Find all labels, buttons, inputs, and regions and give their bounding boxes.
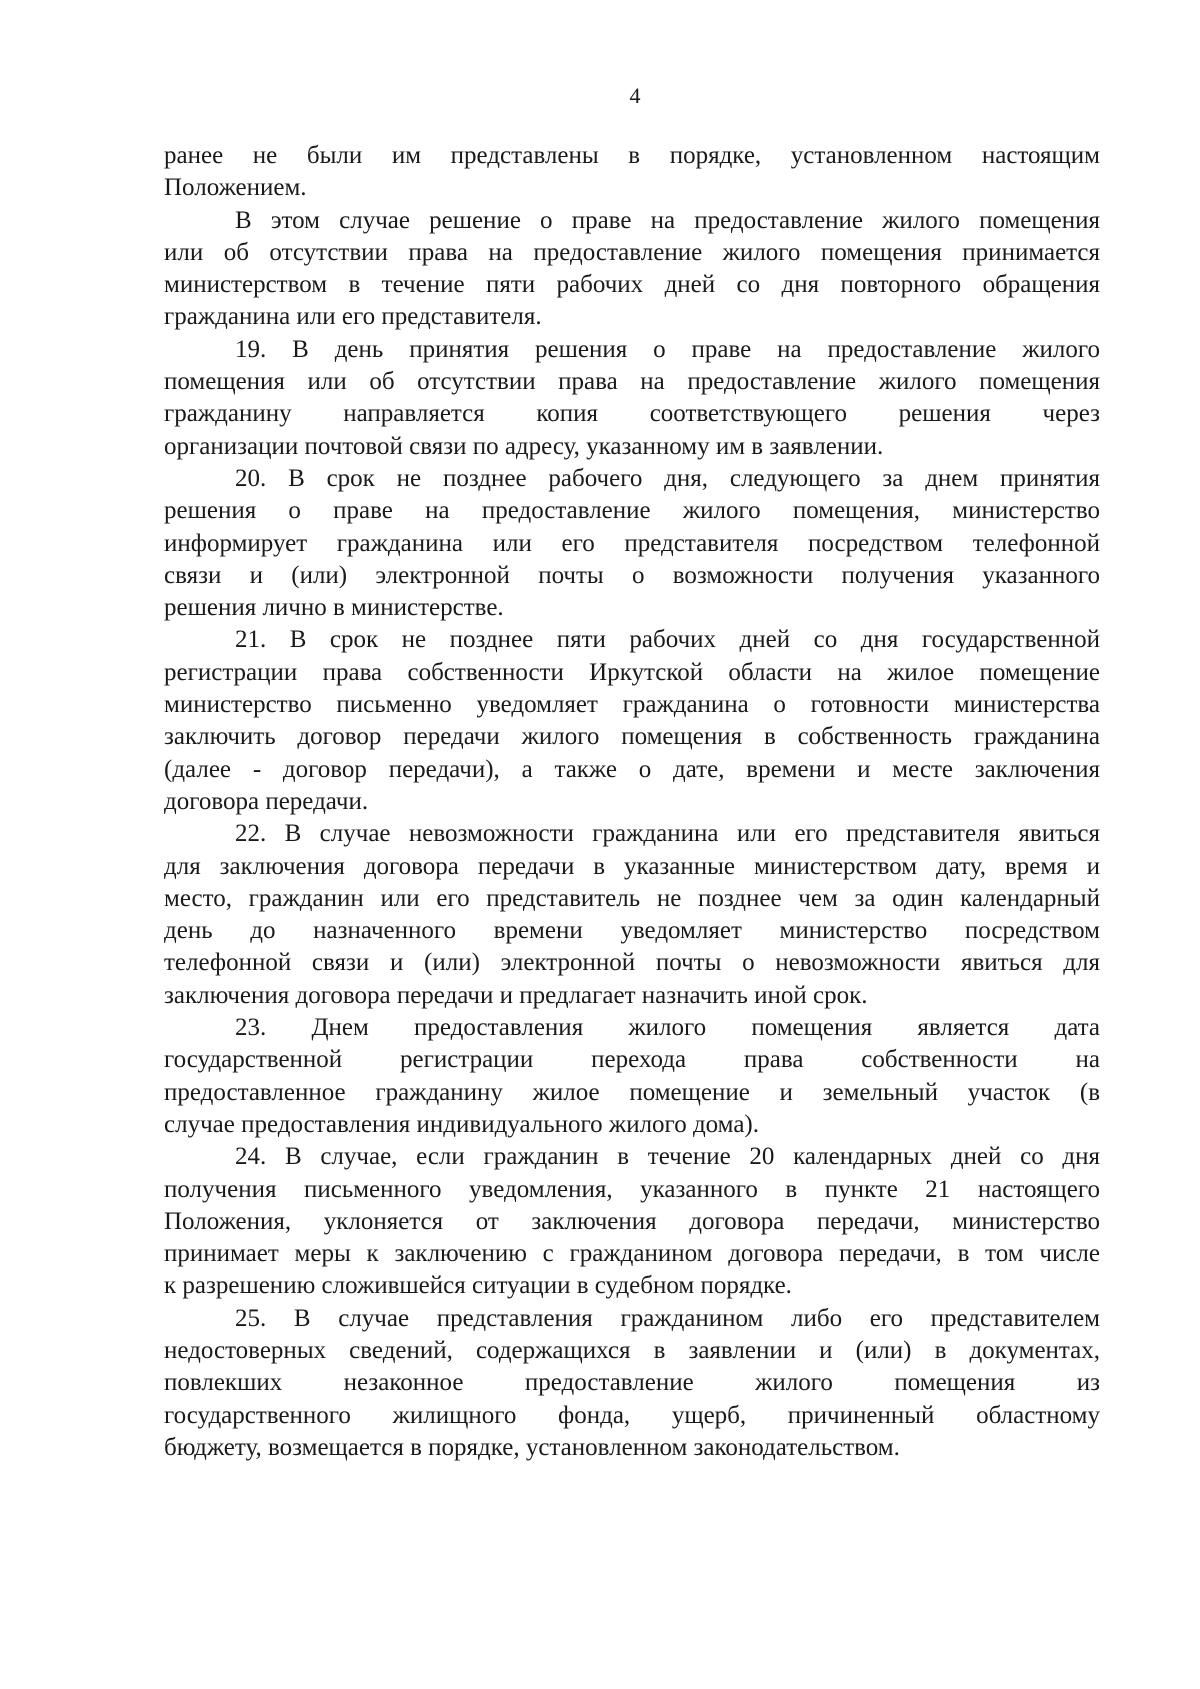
text-line: (далее - договор передачи), а также о дате, времени и месте заключения <box>164 755 1100 783</box>
text-line: связи и (или) электронной почты о возможности получения указанного <box>164 561 1100 589</box>
text-line: министерство письменно уведомляет гражданина о готовности министерства <box>164 691 1100 719</box>
text-line: день до назначенного времени уведомляет министерство посредством <box>164 917 1100 945</box>
text-line: место, гражданин или его представитель не позднее чем за один календарный <box>164 884 1100 912</box>
text-line: принимает меры к заключению с гражданином договора передачи, в том числе <box>164 1240 1100 1268</box>
text-line: организации почтовой связи по адресу, указанному им в заявлении. <box>164 432 884 460</box>
text-line: 21. В срок не позднее пяти рабочих дней со дня государственной <box>235 626 1100 654</box>
text-line: регистрации права собственности Иркутской области на жилое помещение <box>164 658 1100 686</box>
paragraph <box>164 334 1100 463</box>
text-line: 24. В случае, если гражданин в течение 20 календарных дней со дня <box>235 1143 1100 1171</box>
text-line: 23. Днем предоставления жилого помещения является дата <box>235 1014 1100 1042</box>
page-number: 4 <box>629 83 641 108</box>
paragraph <box>164 624 1100 818</box>
text-line: решения о праве на предоставление жилого помещения, министерство <box>164 497 1100 525</box>
text-line: 19. В день принятия решения о праве на предоставление жилого <box>235 335 1100 363</box>
text-line: случае предоставления индивидуального жилого дома). <box>164 1110 760 1138</box>
text-line: помещения или об отсутствии права на предоставление жилого помещения <box>164 368 1100 396</box>
text-line: договора передачи. <box>164 787 369 815</box>
paragraph <box>164 1303 1100 1464</box>
text-line: заключить договор передачи жилого помещения в собственность гражданина <box>164 723 1100 751</box>
text-line: гражданина или его представителя. <box>164 303 542 331</box>
text-line: Положения, уклоняется от заключения договора передачи, министерство <box>164 1207 1100 1235</box>
paragraph <box>164 463 1100 624</box>
text-line: В этом случае решение о праве на предоставление жилого помещения <box>235 206 1100 234</box>
paragraph <box>164 818 1100 1012</box>
text-line: ранее не были им представлены в порядке, установленном настоящим <box>164 142 1100 169</box>
text-line: 25. В случае представления гражданином либо его представителем <box>235 1304 1100 1332</box>
text-line: 22. В случае невозможности гражданина или его представителя явиться <box>235 820 1100 848</box>
text-line: или об отсутствии права на предоставление жилого помещения принимается <box>164 238 1100 266</box>
text-line: министерством в течение пяти рабочих дней со дня повторного обращения <box>164 271 1100 299</box>
text-line: заключения договора передачи и предлагает назначить иной срок. <box>164 981 868 1009</box>
text-line: получения письменного уведомления, указанного в пункте 21 настоящего <box>164 1175 1100 1203</box>
text-line: 20. В срок не позднее рабочего дня, следующего за днем принятия <box>235 464 1100 492</box>
paragraph <box>164 140 1100 205</box>
text-line: решения лично в министерстве. <box>164 594 504 622</box>
text-line: гражданину направляется копия соответствующего решения через <box>164 400 1100 428</box>
text-line: бюджету, возмещается в порядке, установленном законодательством. <box>164 1433 900 1461</box>
text-line: государственной регистрации перехода права собственности на <box>164 1046 1100 1074</box>
document-body <box>164 140 1100 1464</box>
text-line: Положением. <box>164 174 307 202</box>
text-line: к разрешению сложившейся ситуации в судебном порядке. <box>164 1272 792 1300</box>
text-line: недостоверных сведений, содержащихся в заявлении и (или) в документах, <box>164 1336 1100 1364</box>
text-line: предоставленное гражданину жилое помещение и земельный участок (в <box>164 1078 1100 1106</box>
paragraph <box>164 205 1100 334</box>
paragraph <box>164 1141 1100 1302</box>
text-line: государственного жилищного фонда, ущерб, причиненный областному <box>164 1401 1100 1429</box>
text-line: для заключения договора передачи в указанные министерством дату, время и <box>164 852 1100 880</box>
paragraph <box>164 1012 1100 1141</box>
text-line: телефонной связи и (или) электронной почты о невозможности явиться для <box>164 949 1100 977</box>
text-line: информирует гражданина или его представителя посредством телефонной <box>164 529 1100 557</box>
text-line: повлекших незаконное предоставление жилого помещения из <box>164 1369 1100 1397</box>
